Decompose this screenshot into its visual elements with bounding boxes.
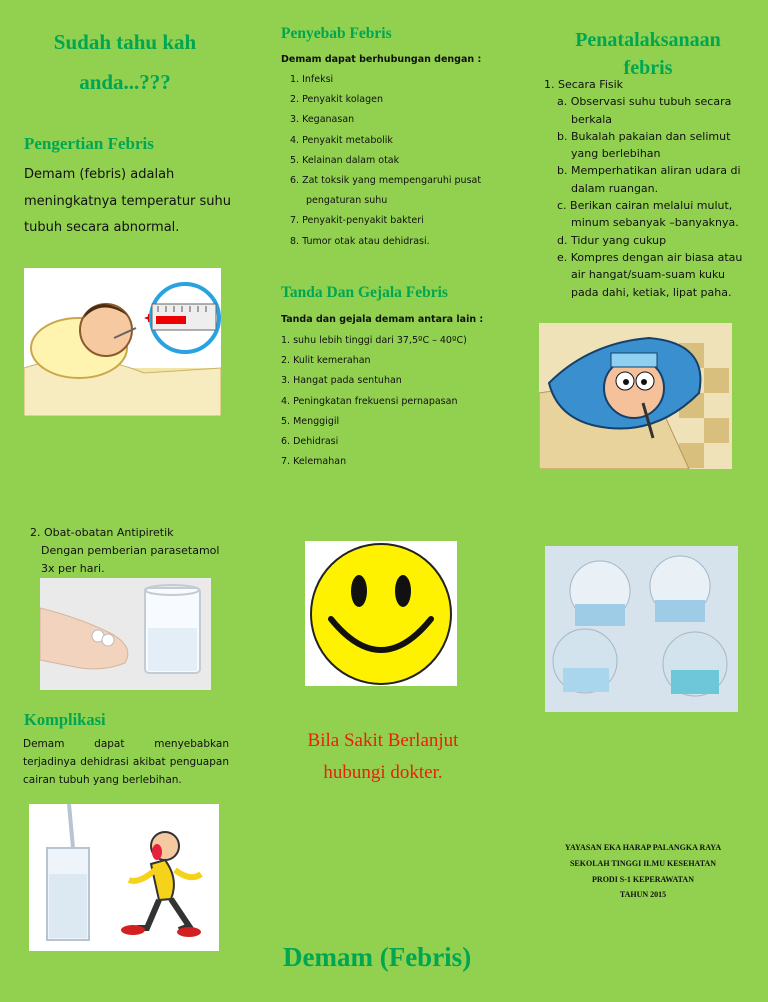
list-item: 5. Kelainan dalam otak bbox=[290, 154, 400, 166]
pills-and-water-image bbox=[40, 578, 211, 690]
list-item: 2. Kulit kemerahan bbox=[281, 355, 371, 367]
list-item: 4. Peningkatan frekuensi pernapasan bbox=[281, 395, 458, 407]
komplikasi-heading: Komplikasi bbox=[24, 710, 106, 729]
brochure-intro-title: Sudah tahu kah anda...??? bbox=[53, 30, 197, 94]
tanda-intro: Tanda dan gejala demam antara lain : bbox=[281, 314, 484, 325]
list-item: 4. Penyakit metabolik bbox=[290, 134, 393, 146]
brochure-main-title: Demam (Febris) bbox=[283, 942, 472, 972]
list-item: e. Kompres dengan air biasa atau air hangat/suam-suam kuku pada dahi, ketiak, lipat paha. bbox=[557, 250, 743, 299]
list-item: b. Bukalah pakaian dan selimut yang berlebihan bbox=[557, 129, 731, 161]
list-item: 7. Kelemahan bbox=[281, 456, 347, 468]
pengertian-text: Demam (febris) adalah meningkatnya temperatur suhu tubuh secara abnormal. bbox=[24, 167, 232, 235]
list-item: pengaturan suhu bbox=[306, 195, 388, 207]
pengertian-heading: Pengertian Febris bbox=[24, 134, 154, 153]
list-item: d. Tidur yang cukup bbox=[557, 233, 667, 247]
antipiretik-text: 2. Obat-obatan Antipiretik Dengan pemberian parasetamol 3x per hari. bbox=[30, 526, 220, 575]
penatalaksanaan-list bbox=[544, 76, 754, 301]
doctors-photo-image bbox=[545, 546, 738, 712]
list-item: 1. suhu lebih tinggi dari 37,5ºC – 40ºC) bbox=[281, 335, 467, 346]
list-item: 8. Tumor otak atau dehidrasi. bbox=[290, 235, 430, 247]
list-item: 7. Penyakit-penyakit bakteri bbox=[290, 215, 424, 227]
penatalaksanaan-title: Penatalaksanaan febris bbox=[575, 29, 721, 79]
penyebab-heading: Penyebab Febris bbox=[281, 25, 392, 42]
list-item: 5. Menggigil bbox=[281, 415, 340, 427]
list-item: 6. Dehidrasi bbox=[281, 435, 339, 447]
tanda-gejala-list bbox=[281, 331, 491, 472]
list-item: 3. Keganasan bbox=[290, 114, 355, 126]
dehydration-illustration-image bbox=[29, 804, 219, 951]
tanda-gejala-heading: Tanda Dan Gejala Febris bbox=[281, 284, 448, 301]
list-item: 6. Zat toksik yang mempengaruhi pusat bbox=[290, 174, 482, 186]
list-item: a. Observasi suhu tubuh secara berkala bbox=[557, 95, 732, 126]
list-item: 1. Infeksi bbox=[290, 74, 334, 85]
treatment-section-header: 1. Secara Fisik bbox=[544, 78, 624, 91]
institution-footer: YAYASAN EKA HARAP PALANGKA RAYA SEKOLAH TINGGI ILMU KESEHATAN PRODI S-1 KEPERAWATAN TAHUN 2015 bbox=[564, 843, 722, 900]
smiley-face-image bbox=[305, 541, 457, 686]
sick-person-thermometer-image bbox=[24, 268, 221, 416]
fever-patient-image bbox=[539, 323, 732, 469]
list-item: b. Memperhatikan aliran udara di dalam ruangan. bbox=[557, 164, 741, 195]
komplikasi-text: Demam dapat menyebabkan terjadinya dehidrasi akibat penguapan cairan tubuh yang berlebihan. bbox=[23, 738, 229, 786]
penyebab-list bbox=[290, 70, 500, 252]
list-item: 2. Penyakit kolagen bbox=[290, 94, 384, 106]
penyebab-intro: Demam dapat berhubungan dengan : bbox=[281, 54, 482, 65]
advice-text: Bila Sakit Berlanjut hubungi dokter. bbox=[307, 730, 459, 783]
list-item: 3. Hangat pada sentuhan bbox=[281, 375, 402, 387]
list-item: c. Berikan cairan melalui mulut, minum sebanyak –banyaknya. bbox=[557, 199, 739, 230]
